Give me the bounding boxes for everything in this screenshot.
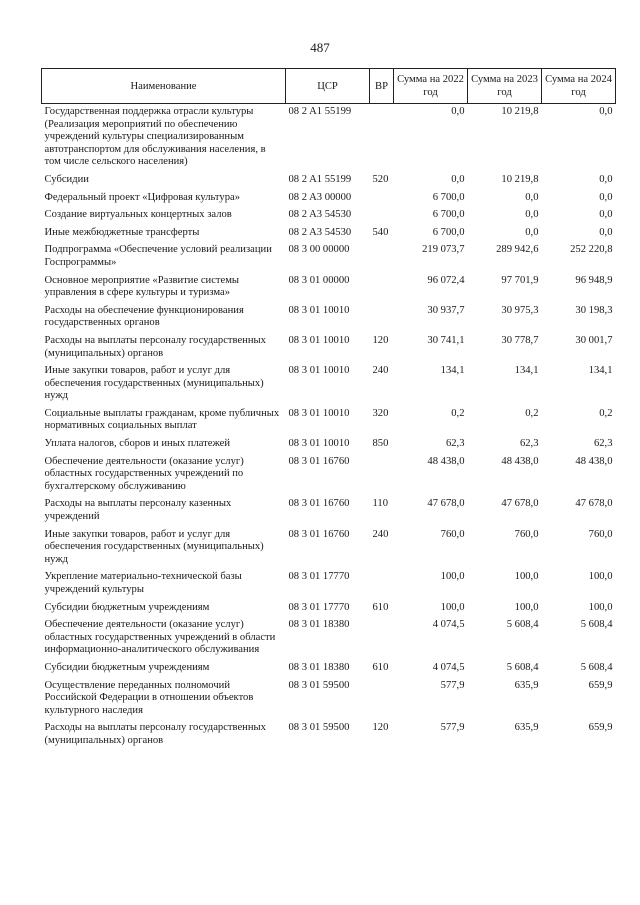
table-row (42, 678, 616, 721)
cell-sum-2023: 760,0 (514, 528, 539, 540)
table-row (42, 190, 616, 208)
table-row (42, 207, 616, 225)
cell-vr (370, 617, 394, 660)
cell-csr: 08 3 01 17770 (288, 571, 350, 583)
cell-name: Расходы на выплаты персоналу государственных (муниципальных) органов (44, 334, 266, 359)
cell-sum-2023: 635,9 (514, 722, 539, 734)
cell-name: Государственная поддержка отрасли культуры (Реализация мероприятий по обеспечению учреждений культуры специализированным автотранспортом для обслуживания населения, в том числе сельского населения) (44, 106, 266, 168)
cell-vr (370, 678, 394, 721)
cell-csr: 08 3 01 16760 (288, 455, 350, 467)
cell-name: Подпрограмма «Обеспечение условий реализации Госпрограммы» (44, 244, 272, 268)
cell-csr: 08 3 01 17770 (288, 601, 350, 613)
cell-sum-2024: 0,2 (599, 407, 613, 419)
table-row (42, 660, 616, 678)
table-row (42, 600, 616, 618)
cell-vr (370, 242, 394, 272)
cell-sum-2022: 0,0 (451, 173, 465, 185)
cell-sum-2023: 134,1 (514, 365, 539, 377)
cell-name: Создание виртуальных концертных залов (44, 209, 232, 221)
cell-sum-2024: 252 220,8 (570, 244, 613, 256)
table-body (42, 104, 616, 751)
cell-name: Расходы на обеспечение функционирования государственных органов (44, 304, 244, 329)
cell-csr: 08 3 01 59500 (288, 722, 350, 734)
header-csr: ЦСР (286, 69, 370, 104)
cell-sum-2023: 0,0 (525, 209, 539, 221)
table-row (42, 303, 616, 333)
cell-sum-2024: 5 608,4 (580, 661, 613, 673)
cell-vr: 320 (372, 407, 389, 419)
cell-sum-2023: 30 975,3 (501, 304, 539, 316)
cell-csr: 08 2 A3 00000 (288, 191, 352, 203)
cell-sum-2022: 6 700,0 (432, 209, 465, 221)
cell-sum-2023: 48 438,0 (501, 455, 539, 467)
cell-vr: 240 (372, 528, 389, 540)
cell-sum-2024: 760,0 (588, 528, 613, 540)
cell-vr: 610 (372, 601, 389, 613)
table-row (42, 436, 616, 454)
cell-csr: 08 3 01 18380 (288, 619, 350, 631)
cell-name: Субсидии бюджетным учреждениям (44, 661, 210, 673)
cell-sum-2024: 134,1 (588, 365, 613, 377)
cell-sum-2022: 0,2 (451, 407, 465, 419)
table-row (42, 273, 616, 303)
cell-sum-2022: 760,0 (440, 528, 465, 540)
cell-csr: 08 2 A1 55199 (288, 173, 352, 185)
cell-sum-2023: 10 219,8 (501, 106, 539, 117)
cell-sum-2022: 100,0 (440, 571, 465, 583)
cell-sum-2024: 0,0 (599, 191, 613, 203)
cell-vr (370, 569, 394, 599)
cell-vr (370, 104, 394, 172)
table-row (42, 569, 616, 599)
cell-sum-2022: 100,0 (440, 601, 465, 613)
cell-name: Обеспечение деятельности (оказание услуг) областных государственных учреждений в области информационно-аналитического обслуживания (44, 619, 276, 656)
cell-sum-2023: 289 942,6 (496, 244, 539, 256)
cell-sum-2022: 0,0 (451, 106, 465, 117)
cell-sum-2024: 5 608,4 (580, 619, 613, 631)
cell-sum-2024: 0,0 (599, 106, 613, 117)
cell-vr: 120 (372, 722, 389, 734)
cell-sum-2022: 6 700,0 (432, 191, 465, 203)
table-row (42, 527, 616, 570)
table-row (42, 225, 616, 243)
cell-name: Расходы на выплаты персоналу государственных (муниципальных) органов (44, 722, 266, 746)
table-row (42, 720, 616, 750)
cell-sum-2023: 97 701,9 (501, 274, 539, 286)
cell-sum-2024: 659,9 (588, 722, 613, 734)
cell-sum-2024: 30 198,3 (575, 304, 613, 316)
cell-csr: 08 3 01 10010 (288, 365, 350, 377)
table-row (42, 363, 616, 406)
cell-name: Иные закупки товаров, работ и услуг для обеспечения государственных (муниципальных) нужд (44, 528, 264, 565)
cell-csr: 08 3 01 18380 (288, 661, 350, 673)
cell-sum-2023: 10 219,8 (501, 173, 539, 185)
budget-table (41, 68, 616, 751)
cell-name: Субсидии бюджетным учреждениям (44, 601, 210, 613)
cell-vr: 610 (372, 661, 389, 673)
cell-sum-2024: 100,0 (588, 601, 613, 613)
cell-sum-2023: 635,9 (514, 679, 539, 691)
table-row (42, 104, 616, 172)
cell-vr (370, 273, 394, 303)
cell-name: Федеральный проект «Цифровая культура» (44, 191, 241, 203)
cell-vr: 240 (372, 365, 389, 377)
cell-sum-2022: 6 700,0 (432, 226, 465, 238)
table-row (42, 242, 616, 272)
cell-csr: 08 3 01 16760 (288, 528, 350, 540)
cell-sum-2024: 62,3 (593, 438, 613, 450)
header-vr: ВР (370, 69, 394, 104)
cell-sum-2023: 30 778,7 (501, 334, 539, 346)
cell-csr: 08 3 01 10010 (288, 304, 350, 316)
header-sum-2023: Сумма на 2023 год (468, 69, 542, 104)
cell-sum-2022: 30 741,1 (427, 334, 465, 346)
cell-sum-2022: 30 937,7 (427, 304, 465, 316)
cell-vr (370, 303, 394, 333)
cell-sum-2024: 96 948,9 (575, 274, 613, 286)
table-row (42, 454, 616, 497)
cell-csr: 08 3 01 59500 (288, 679, 350, 691)
cell-sum-2023: 100,0 (514, 571, 539, 583)
cell-csr: 08 3 01 10010 (288, 438, 350, 450)
cell-csr: 08 2 A1 55199 (288, 106, 352, 117)
cell-sum-2023: 62,3 (519, 438, 539, 450)
cell-name: Основное мероприятие «Развитие системы управления в сфере культуры и туризма» (44, 274, 240, 299)
cell-csr: 08 3 00 00000 (288, 244, 350, 256)
cell-vr (370, 454, 394, 497)
cell-vr: 850 (372, 438, 389, 450)
cell-sum-2022: 48 438,0 (427, 455, 465, 467)
cell-sum-2024: 47 678,0 (575, 498, 613, 510)
table-row (42, 617, 616, 660)
table-row (42, 406, 616, 436)
cell-name: Укрепление материально-технической базы учреждений культуры (44, 571, 242, 595)
cell-sum-2023: 5 608,4 (506, 619, 539, 631)
table-row (42, 333, 616, 363)
cell-sum-2022: 219 073,7 (422, 244, 465, 256)
cell-sum-2022: 4 074,5 (432, 619, 465, 631)
cell-vr: 540 (372, 226, 389, 238)
header-sum-2024: Сумма на 2024 год (542, 69, 616, 104)
cell-name: Иные межбюджетные трансферты (44, 226, 200, 238)
table-header (42, 69, 616, 104)
header-name: Наименование (42, 69, 286, 104)
cell-sum-2023: 0,2 (525, 407, 539, 419)
cell-name: Осуществление переданных полномочий Российской Федерации в отношении объектов культурного наследия (44, 679, 254, 716)
cell-name: Уплата налогов, сборов и иных платежей (44, 438, 231, 450)
cell-name: Расходы на выплаты персоналу казенных учреждений (44, 498, 232, 523)
cell-sum-2024: 0,0 (599, 226, 613, 238)
cell-sum-2022: 134,1 (440, 365, 465, 377)
cell-csr: 08 3 01 16760 (288, 498, 350, 510)
cell-csr: 08 3 01 10010 (288, 407, 350, 419)
cell-vr (370, 190, 394, 208)
cell-sum-2023: 5 608,4 (506, 661, 539, 673)
cell-sum-2022: 47 678,0 (427, 498, 465, 510)
table-row (42, 172, 616, 190)
cell-sum-2022: 4 074,5 (432, 661, 465, 673)
cell-sum-2023: 0,0 (525, 191, 539, 203)
cell-sum-2022: 577,9 (440, 679, 465, 691)
cell-csr: 08 2 A3 54530 (288, 209, 352, 221)
cell-sum-2024: 659,9 (588, 679, 613, 691)
cell-sum-2023: 47 678,0 (501, 498, 539, 510)
cell-csr: 08 3 01 10010 (288, 334, 350, 346)
cell-sum-2022: 577,9 (440, 722, 465, 734)
cell-name: Социальные выплаты гражданам, кроме публичных нормативных социальных выплат (44, 407, 280, 432)
cell-sum-2024: 30 001,7 (575, 334, 613, 346)
cell-sum-2024: 48 438,0 (575, 455, 613, 467)
cell-sum-2022: 62,3 (445, 438, 465, 450)
header-sum-2022: Сумма на 2022 год (394, 69, 468, 104)
cell-sum-2023: 0,0 (525, 226, 539, 238)
cell-vr (370, 207, 394, 225)
cell-vr: 520 (372, 173, 389, 185)
cell-sum-2023: 100,0 (514, 601, 539, 613)
page-number: 487 (310, 40, 330, 55)
cell-vr: 120 (372, 334, 389, 346)
cell-sum-2024: 100,0 (588, 571, 613, 583)
cell-vr: 110 (372, 498, 388, 510)
cell-name: Иные закупки товаров, работ и услуг для обеспечения государственных (муниципальных) нужд (44, 365, 264, 402)
cell-csr: 08 2 A3 54530 (288, 226, 352, 238)
cell-sum-2022: 96 072,4 (427, 274, 465, 286)
cell-name: Субсидии (44, 173, 89, 185)
cell-sum-2024: 0,0 (599, 209, 613, 221)
table-row (42, 496, 616, 526)
cell-csr: 08 3 01 00000 (288, 274, 350, 286)
cell-sum-2024: 0,0 (599, 173, 613, 185)
cell-name: Обеспечение деятельности (оказание услуг) областных государственных учреждений по бухгалтерскому обслуживанию (44, 455, 244, 492)
